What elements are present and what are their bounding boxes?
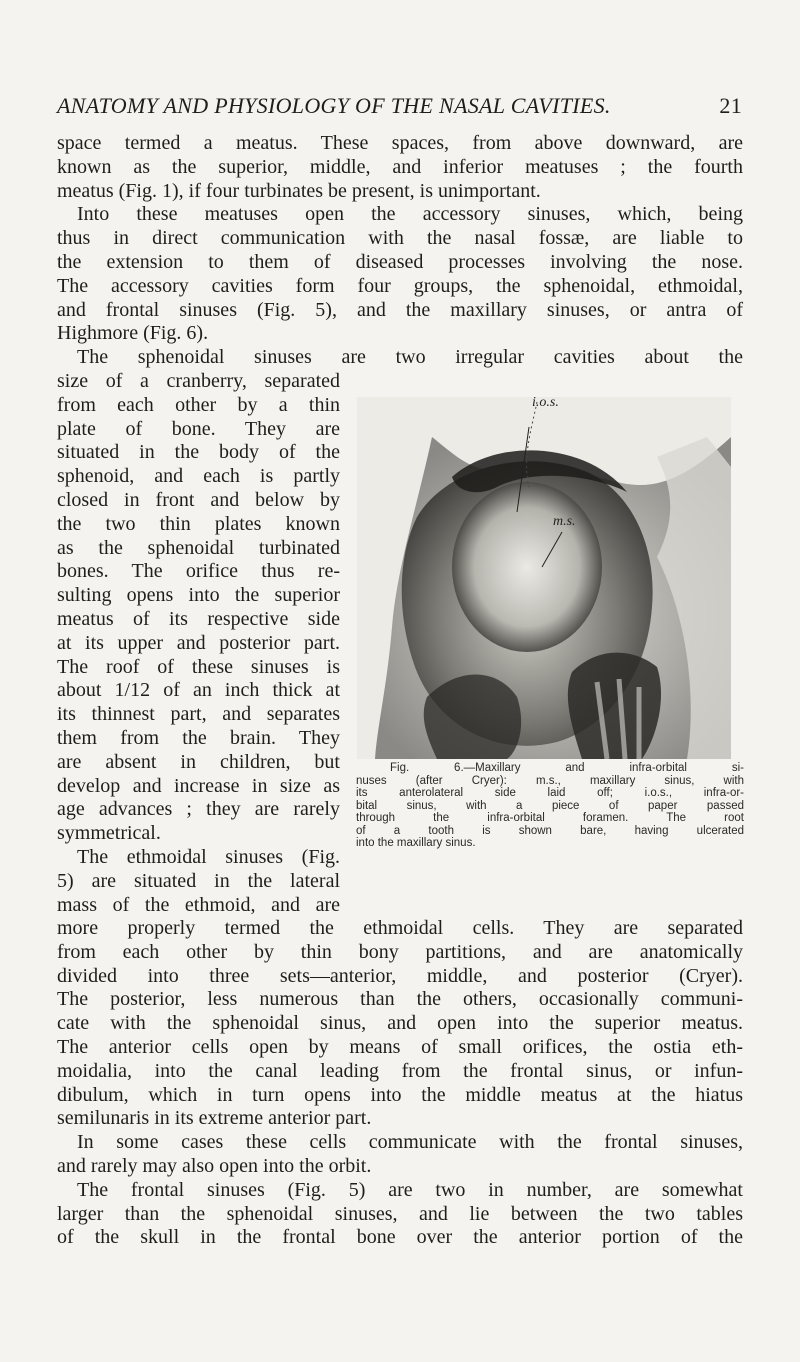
text-line: The frontal sinuses (Fig. 5) are two in number, are somewhat [77,1178,743,1201]
text-line: larger than the sphenoidal sinuses, and lie between the two tables [57,1202,743,1225]
text-line: sulting opens into the superior [57,584,340,607]
body-narrow [57,370,340,917]
text-line: of the skull in the frontal bone over the anterior portion of the [57,1226,743,1249]
text-line: Highmore (Fig. 6). [57,322,209,345]
text-line: closed in front and below by [57,488,340,511]
text-line: them from the brain. They [57,726,340,749]
caption-line: nuses (after Cryer): m.s., maxillary sinus, with [356,774,744,787]
caption-line: Fig. 6.—Maxillary and infra-orbital si- [390,762,744,774]
text-line: bones. The orifice thus re- [57,560,340,583]
text-line: situated in the body of the [57,441,340,464]
text-line: as the sphenoidal turbinated [57,536,340,559]
text-line: are absent in children, but [57,750,340,773]
text-line: the extension to them of diseased processes involving the nose. [57,250,743,273]
label-ms: m.s. [553,514,576,529]
text-line: semilunaris in its extreme anterior part. [57,1107,372,1130]
text-line: 5) are situated in the lateral [57,869,340,892]
text-line: In some cases these cells communicate with the frontal sinuses, [77,1131,743,1154]
text-line: symmetrical. [57,822,161,845]
text-line: and frontal sinuses (Fig. 5), and the maxillary sinuses, or antra of [57,298,743,321]
text-line: the two thin plates known [57,512,340,535]
text-line: about 1/12 of an inch thick at [57,679,340,702]
running-header [57,93,742,119]
text-line: from each other by thin bony partitions, and are anatomically [57,940,743,963]
maxillary-sinus-figure [357,397,731,759]
text-line: meatus of its respective side [57,607,340,630]
text-line: meatus (Fig. 1), if four turbinates be present, is unimportant. [57,179,541,202]
text-line: develop and increase in size as [57,774,340,797]
text-line: from each other by a thin [57,393,340,416]
text-line: divided into three sets—anterior, middle, and posterior (Cryer). [57,964,743,987]
text-line: The ethmoidal sinuses (Fig. [77,845,340,868]
caption-line: through the infra-orbital foramen. The root [356,812,744,824]
text-line: known as the superior, middle, and inferior meatuses ; the fourth [57,155,743,178]
text-line: at its upper and posterior part. [57,631,340,654]
text-line: moidalia, into the canal leading from the frontal sinus, or infun- [57,1059,743,1082]
text-line: cate with the sphenoidal sinus, and open into the superior meatus. [57,1012,743,1035]
text-line: plate of bone. They are [57,417,340,440]
text-line: space termed a meatus. These spaces, from above downward, are [57,132,743,154]
label-ios: i.o.s. [532,397,559,410]
caption-line: its anterolateral side laid off; i.o.s., infra-or- [356,787,744,799]
text-line: The posterior, less numerous than the others, occasionally communi- [57,988,743,1011]
page-number: 21 [719,93,742,118]
text-line: dibulum, which in turn opens into the middle meatus at the hiatus [57,1083,743,1106]
text-line: Into these meatuses open the accessory sinuses, which, being [77,203,743,226]
body-top [57,132,743,370]
text-line: The sphenoidal sinuses are two irregular cavities about the [77,346,743,369]
text-line: sphenoid, and each is partly [57,465,340,488]
text-line: age advances ; they are rarely [57,798,340,821]
caption-line: of a tooth is shown bare, having ulcerated [356,824,744,837]
text-line: size of a cranberry, separated [57,370,340,392]
caption-line: into the maxillary sinus. [356,837,476,849]
figure-caption [356,762,744,850]
text-line: more properly termed the ethmoidal cells. They are separated [57,917,743,939]
text-line: its thinnest part, and separates [57,703,340,726]
text-line: The roof of these sinuses is [57,655,340,678]
text-line: The anterior cells open by means of small orifices, the ostia eth- [57,1035,743,1058]
text-line: and rarely may also open into the orbit. [57,1154,372,1177]
text-line: mass of the ethmoid, and are [57,893,340,916]
skull-illustration [357,397,731,759]
text-line: The accessory cavities form four groups, the sphenoidal, ethmoidal, [57,274,743,297]
text-line: thus in direct communication with the nasal fossæ, are liable to [57,227,743,250]
caption-line: bital sinus, with a piece of paper passed [356,799,744,812]
body-bottom [57,917,743,1250]
running-title: ANATOMY AND PHYSIOLOGY OF THE NASAL CAVITIES. [57,93,611,118]
